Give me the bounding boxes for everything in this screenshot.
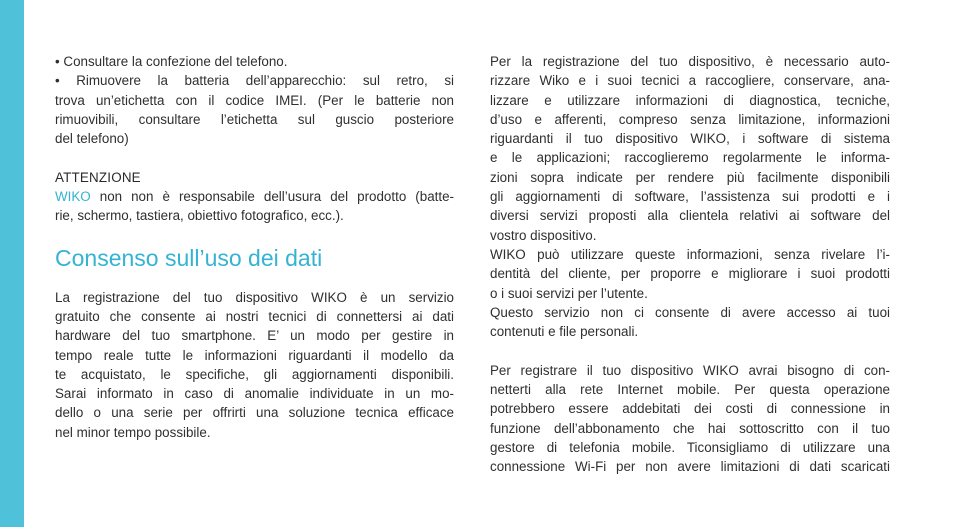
paragraph-line: d’uso e afferenti, compreso senza limitazione, informazioni: [490, 111, 890, 127]
paragraph-line: Per registrare il tuo dispositivo WIKO avrai bisogno di con-: [490, 362, 890, 378]
paragraph-line: netterti alla rete Internet mobile. Per questa operazione: [490, 382, 890, 398]
paragraph-line: dello o una serie per offrirti una soluzione tecnica efficace: [55, 405, 454, 421]
paragraph-line: gli aggiornamenti di software, l’assistenza sui prodotti e i: [490, 189, 890, 205]
paragraph-line: contenuti e file personali.: [490, 324, 639, 340]
paragraph-line: funzione dell’abbonamento che hai sottoscritto con il tuo: [490, 420, 890, 436]
bullet-battery-line-2: trova un’etichetta con il codice IMEI. (Per le batterie non: [55, 92, 454, 108]
paragraph-line: rizzare Wiko e i suoi tecnici a raccogliere, conservare, ana-: [490, 73, 890, 89]
paragraph-line: connessione Wi-Fi per non avere limitazioni di dati scaricati: [490, 459, 890, 475]
attention-line-1: [55, 187, 454, 206]
paragraph-line: Sarai informato in caso di anomalie individuate in un mo-: [55, 386, 454, 402]
bullet-battery-line-4: del telefono): [55, 131, 129, 147]
paragraph-line: lizzare e utilizzare informazioni di diagnostica, tecniche,: [490, 92, 890, 108]
attention-heading: ATTENZIONE: [55, 169, 141, 185]
paragraph-line: Questo servizio non ci consente di avere accesso ai tuoi: [490, 304, 890, 320]
brand-name: WIKO: [55, 189, 91, 205]
paragraph-line: e le applicazioni; raccoglieremo regolarmente le informa-: [490, 150, 890, 166]
paragraph-line: gestore di telefonia mobile. Ticonsigliamo di utilizzare una: [490, 439, 890, 455]
paragraph-line: gratuito che consente ai nostri tecnici di connettersi ai dati: [55, 308, 454, 324]
paragraph-line: dentità del cliente, per proporre e migliorare i suoi prodotti: [490, 266, 890, 282]
paragraph-line: potrebbero essere addebitati dei costi di connessione in: [490, 401, 890, 417]
paragraph-line: La registrazione del tuo dispositivo WIKO è un servizio: [55, 289, 454, 305]
paragraph-line: WIKO può utilizzare queste informazioni, senza rivelare l’i-: [490, 246, 890, 262]
attention-line-1-text: non non è responsabile dell’usura del prodotto (batte-: [90, 189, 454, 205]
accent-side-bar: [0, 0, 24, 527]
paragraph-line: nel minor tempo possibile.: [55, 424, 211, 440]
paragraph-line: riguardanti il tuo dispositivo WIKO, i software di sistema: [490, 131, 890, 147]
left-column: [55, 52, 454, 442]
paragraph-line: tempo reale tutte le informazioni riguardanti il modello da: [55, 347, 454, 363]
section-title: Consenso sull’uso dei dati: [55, 244, 323, 271]
bullet-imei-packaging: • Consultare la confezione del telefono.: [55, 54, 288, 69]
paragraph-line: hardware del tuo smartphone. E’ un modo per gestire in: [55, 328, 454, 344]
paragraph-line: vostro dispositivo.: [490, 227, 597, 243]
attention-line-2: rie, schermo, tastiera, obiettivo fotografico, ecc.).: [55, 208, 344, 224]
paragraph-line: zioni sopra indicate per rendere più facilmente disponibili: [490, 169, 890, 185]
paragraph-line: o i suoi servizi per l’utente.: [490, 285, 648, 301]
paragraph-line: diversi servizi proposti alla clientela relativi ai software del: [490, 208, 890, 224]
paragraph-line: te acquistato, le specifiche, gli aggiornamenti disponibili.: [55, 366, 454, 382]
bullet-battery-line-3: rimuovibili, consultare l’etichetta sul guscio posteriore: [55, 111, 454, 127]
paragraph-line: Per la registrazione del tuo dispositivo, è necessario auto-: [490, 54, 890, 69]
spacer: [55, 148, 454, 167]
spacer: [490, 341, 890, 360]
right-column: [490, 52, 890, 477]
bullet-battery-line-1: • Rimuovere la batteria dell’apparecchio: sul retro, si: [55, 73, 454, 89]
